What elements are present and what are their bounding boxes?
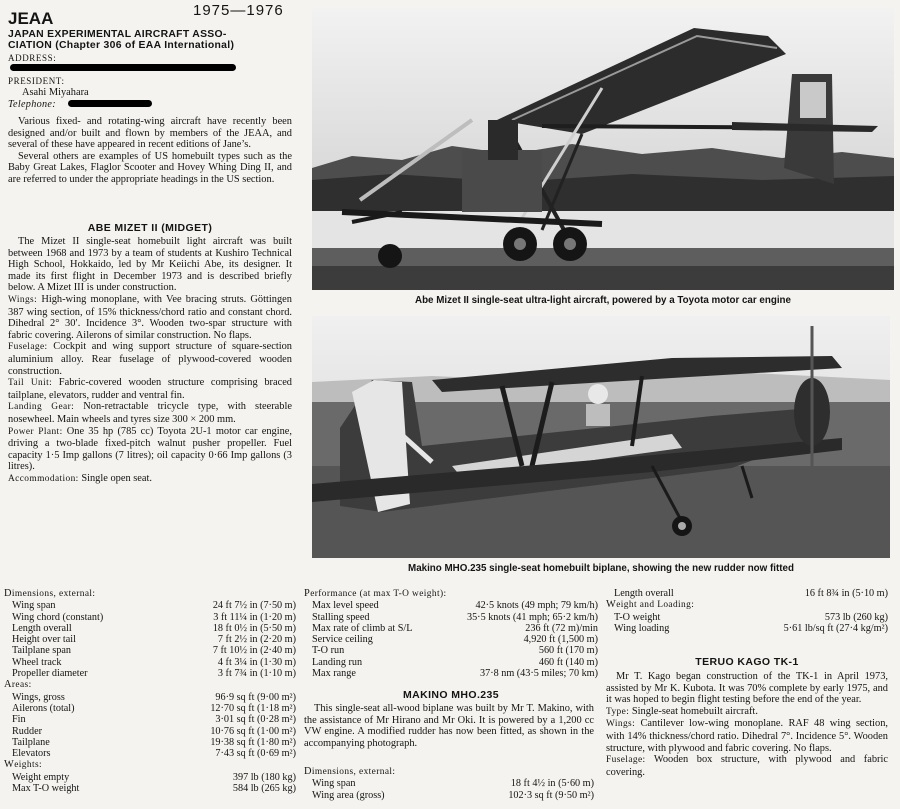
table-row: Weight empty 397 lb (180 kg)	[12, 771, 296, 783]
makino-heading: MAKINO MHO.235	[402, 689, 500, 701]
page-title: JEAA	[8, 9, 54, 28]
table-row: Stalling speed 35·5 knots (41 mph; 65·2 km/h)	[312, 611, 598, 623]
address-label: ADDRESS:	[8, 53, 57, 63]
table-row: Wing chord (constant) 3 ft 11¼ in (1·20 m)	[12, 611, 296, 623]
intro-text	[8, 116, 292, 186]
table-row: Fin 3·01 sq ft (0·28 m²)	[12, 714, 296, 726]
table-row: Wing span 24 ft 7½ in (7·50 m)	[12, 600, 296, 612]
table-row: Height over tail 7 ft 2½ in (2·20 m)	[12, 634, 296, 646]
president-name: Asahi Miyahara	[22, 87, 89, 98]
table-row: T-O weight 573 lb (260 kg)	[614, 611, 888, 623]
kago-intro: Mr T. Kago began construction of the TK-1 in April 1973, assisted by Mr K. Kubota. It was 70% complete by early 1975, and it was hoped to begin flight testing before the end of the year.	[606, 671, 888, 706]
table-row: T-O run 560 ft (170 m)	[312, 645, 598, 657]
table-row: Wheel track 4 ft 3¼ in (1·30 m)	[12, 656, 296, 668]
mizet-heading: ABE MIZET II (MIDGET)	[87, 222, 213, 234]
table-row: Rudder 10·76 sq ft (1·00 m²)	[12, 725, 296, 737]
table-row: Wings, gross 96·9 sq ft (9·00 m²)	[12, 691, 296, 703]
mizet-tail-unit: Tail Unit: Fabric-covered wooden structure comprising braced tailplane, elevators, rudder and ventral fin.	[8, 377, 293, 401]
makino-photo-caption: Makino MHO.235 single-seat homebuilt biplane, showing the new rudder now fitted	[408, 563, 794, 574]
edition-year: 1975—1976	[193, 2, 284, 19]
table-row: Service ceiling 4,920 ft (1,500 m)	[312, 634, 598, 646]
makino-intro: This single-seat all-wood biplane was built by Mr T. Makino, with the assistance of Mr Hirano and Mr Oki. It is powered by a 1,200 cc VW engine. A modified rudder has now been fitted, as shown in the accompanying photograph.	[304, 703, 594, 749]
mizet-intro: The Mizet II single-seat homebuilt light aircraft was built between 1968 and 1973 by a team of students at Kushiro Technical High School, Hokkaido, led by Mr Keiichi Abe, its designer. It made its first flight in December 1973 and is described briefly below. A Mizet III is under construction.	[8, 236, 292, 294]
table-row: Tailplane 19·38 sq ft (1·80 m²)	[12, 736, 296, 748]
redacted-telephone	[68, 100, 152, 107]
table-row: Max level speed 42·5 knots (49 mph; 79 km/h)	[312, 600, 598, 612]
weights-heading: Weights:	[4, 759, 43, 771]
table-row: Length overall 16 ft 8¾ in (5·10 m)	[614, 588, 888, 599]
table-row: Max rate of climb at S/L 236 ft (72 m)/min	[312, 622, 598, 634]
makino-dimensions-heading: Dimensions, external:	[304, 766, 396, 777]
table-row: Elevators 7·43 sq ft (0·69 m²)	[12, 748, 296, 760]
intro-paragraph-1: Various fixed- and rotating-wing aircraft have recently been designed and/or built and flown by members of the JEAA, and several of these have appeared in recent editions of Jane’s.	[8, 116, 292, 151]
table-row: Wing area (gross) 102·3 sq ft (9·50 m²)	[312, 789, 594, 801]
org-line-1: JAPAN EXPERIMENTAL AIRCRAFT ASSO-	[8, 29, 227, 40]
table-row: Max T-O weight 584 lb (265 kg)	[12, 783, 296, 795]
makino-weights-heading: Weight and Loading:	[606, 599, 695, 611]
org-line-2: CIATION (Chapter 306 of EAA International)	[8, 40, 235, 51]
makino-description	[304, 703, 594, 749]
mizet-accommodation: Accommodation: Single open seat.	[8, 472, 153, 484]
mizet-wings: Wings: High-wing monoplane, with Vee bracing struts. Göttingen 387 wing section, of 15% thickness/chord ratio and constant chord. Dihedral 2° 30′. Incidence 3°. Wooden two-spar structure with fabric covering. Ailerons of similar construction. No flaps.	[8, 293, 292, 341]
makino-continued-table	[606, 588, 888, 634]
organization-name	[8, 29, 300, 51]
performance-heading: Performance (at max T-O weight):	[304, 588, 447, 599]
president-label: PRESIDENT:	[8, 76, 65, 86]
mizet-power-plant: Power Plant: One 35 hp (785 cc) Toyota 2U-1 motor car engine, driving a two-blade fixed-pitch walnut pusher propeller. Fuel capacity 1·5 Imp gallons (7 litres); oil capacity 0·66 Imp gallons (3 litres).	[8, 425, 292, 473]
kago-type: Type: Single-seat homebuilt aircraft.	[606, 705, 758, 717]
dimensions-heading: Dimensions, external:	[4, 588, 96, 599]
mizet-fuselage: Fuselage: Cockpit and wing support structure of square-section aluminium alloy. Rear fuselage of plywood-covered wooden construction.	[8, 341, 292, 377]
makino-dimensions-table	[304, 766, 594, 801]
intro-paragraph-2: Several others are examples of US homebuilt types such as the Baby Great Lakes, Flaglor Scooter and Hovey Whing Ding II, and are referred to under the appropriate headings in the US section.	[8, 150, 292, 185]
table-row: Propeller diameter 3 ft 7¾ in (1·10 m)	[12, 668, 296, 680]
table-row: Length overall 18 ft 0½ in (5·50 m)	[12, 622, 296, 634]
mizet-description	[8, 236, 292, 485]
mizet-photo	[312, 8, 894, 290]
mizet-photo-caption: Abe Mizet II single-seat ultra-light aircraft, powered by a Toyota motor car engine	[415, 295, 791, 306]
areas-heading: Areas:	[4, 679, 32, 691]
redacted-address	[10, 64, 236, 71]
kago-wings: Wings: Cantilever low-wing monoplane. RAF 48 wing section, with 14% thickness/chord ratio. Dihedral 7°. Incidence 5°. Wooden structure, with plywood and fabric covering. No flaps.	[606, 718, 888, 754]
mizet-spec-table	[4, 588, 296, 794]
mizet-performance-table	[304, 588, 598, 679]
kago-fuselage: Fuselage: Wooden box structure, with plywood and fabric covering.	[606, 754, 888, 778]
table-row: Tailplane span 7 ft 10½ in (2·40 m)	[12, 645, 296, 657]
table-row: Wing loading 5·61 lb/sq ft (27·4 kg/m²)	[614, 622, 888, 634]
makino-biplane-illustration	[312, 316, 890, 558]
table-row: Wing span 18 ft 4½ in (5·60 m)	[312, 778, 594, 790]
makino-photo	[312, 316, 890, 558]
table-row: Landing run 460 ft (140 m)	[312, 656, 598, 668]
table-row: Max range 37·8 nm (43·5 miles; 70 km)	[312, 668, 598, 680]
kago-heading: TERUO KAGO TK-1	[695, 656, 799, 668]
telephone-label: Telephone:	[8, 99, 56, 110]
table-row: Ailerons (total) 12·70 sq ft (1·18 m²)	[12, 702, 296, 714]
mizet-ultralight-illustration	[312, 8, 894, 290]
kago-description	[606, 671, 888, 778]
mizet-landing-gear: Landing Gear: Non-retractable tricycle type, with steerable nosewheel. Main wheels and tyres size 300 × 200 mm.	[8, 401, 292, 425]
